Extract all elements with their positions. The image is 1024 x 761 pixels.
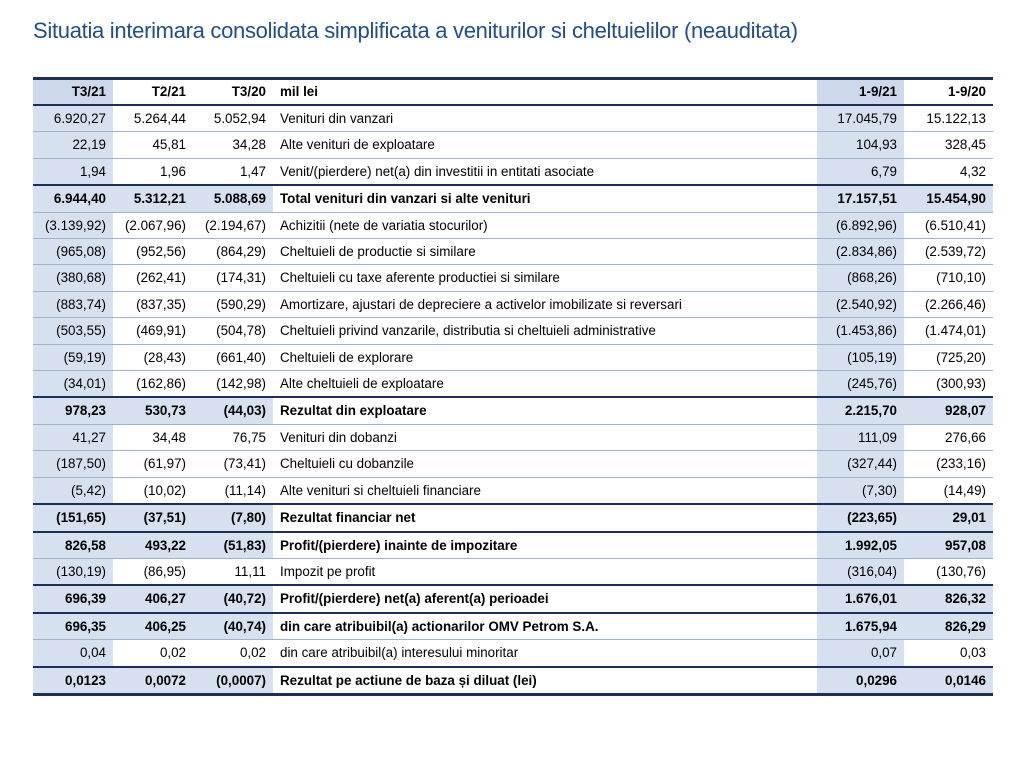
cell-t3-20: 11,11 (193, 558, 273, 585)
cell-t2-21: 530,73 (113, 397, 193, 424)
table-row (33, 558, 993, 585)
table-row (33, 344, 993, 370)
page-title: Situatia interimara consolidata simplificata a veniturilor si cheltuielilor (neauditata) (33, 18, 798, 43)
cell-t3-21: 0,0123 (33, 667, 113, 695)
cell-1-9-21: 6,79 (817, 158, 904, 185)
cell-line-item-label: Cheltuieli cu taxe aferente productiei si similare (273, 265, 817, 291)
cell-1-9-20: 15.122,13 (904, 105, 993, 132)
cell-1-9-21: (327,44) (817, 451, 904, 477)
cell-1-9-20: 957,08 (904, 532, 993, 559)
cell-t3-20: (40,74) (193, 613, 273, 640)
cell-line-item-label: Cheltuieli cu dobanzile (273, 451, 817, 477)
cell-t2-21: 5.312,21 (113, 185, 193, 212)
cell-line-item-label: Profit/(pierdere) inainte de impozitare (273, 532, 817, 559)
cell-t3-21: 6.944,40 (33, 185, 113, 212)
cell-t3-21: (59,19) (33, 344, 113, 370)
cell-t2-21: (28,43) (113, 344, 193, 370)
cell-1-9-21: 2.215,70 (817, 397, 904, 424)
cell-1-9-20: 328,45 (904, 132, 993, 158)
table-row (33, 532, 993, 559)
cell-t3-21: 22,19 (33, 132, 113, 158)
cell-1-9-20: (710,10) (904, 265, 993, 291)
cell-t3-20: 0,02 (193, 640, 273, 667)
table-body (33, 79, 993, 695)
cell-1-9-20: (2.266,46) (904, 291, 993, 317)
table-row (33, 212, 993, 238)
cell-1-9-21: 17.045,79 (817, 105, 904, 132)
header-t3-21: T3/21 (33, 79, 113, 106)
cell-t3-20: 76,75 (193, 424, 273, 450)
cell-t3-20: 5.052,94 (193, 105, 273, 132)
cell-1-9-21: (2.834,86) (817, 239, 904, 265)
cell-t3-20: (44,03) (193, 397, 273, 424)
cell-1-9-21: (6.892,96) (817, 212, 904, 238)
cell-1-9-21: (316,04) (817, 558, 904, 585)
cell-1-9-21: (1.453,86) (817, 318, 904, 344)
cell-1-9-21: (105,19) (817, 344, 904, 370)
cell-t3-21: 0,04 (33, 640, 113, 667)
table-header-row (33, 79, 993, 106)
cell-t3-21: 41,27 (33, 424, 113, 450)
cell-t3-20: (2.194,67) (193, 212, 273, 238)
cell-t3-20: 5.088,69 (193, 185, 273, 212)
table-row (33, 371, 993, 398)
table-row (33, 265, 993, 291)
cell-t3-21: 826,58 (33, 532, 113, 559)
table-row (33, 318, 993, 344)
header-t2-21: T2/21 (113, 79, 193, 106)
cell-1-9-21: 0,07 (817, 640, 904, 667)
cell-t2-21: (262,41) (113, 265, 193, 291)
cell-line-item-label: Total venituri din vanzari si alte venituri (273, 185, 817, 212)
cell-t2-21: (10,02) (113, 477, 193, 504)
cell-t2-21: (61,97) (113, 451, 193, 477)
cell-line-item-label: Alte cheltuieli de exploatare (273, 371, 817, 398)
cell-t3-20: (174,31) (193, 265, 273, 291)
table-row (33, 158, 993, 185)
cell-1-9-21: 104,93 (817, 132, 904, 158)
cell-1-9-20: (1.474,01) (904, 318, 993, 344)
table-row (33, 397, 993, 424)
cell-t3-21: (380,68) (33, 265, 113, 291)
cell-t3-21: (5,42) (33, 477, 113, 504)
cell-1-9-21: 17.157,51 (817, 185, 904, 212)
cell-1-9-20: 15.454,90 (904, 185, 993, 212)
table-row (33, 504, 993, 531)
cell-1-9-21: 1.675,94 (817, 613, 904, 640)
cell-t3-21: 1,94 (33, 158, 113, 185)
cell-1-9-21: (223,65) (817, 504, 904, 531)
cell-t3-20: (504,78) (193, 318, 273, 344)
cell-t2-21: 493,22 (113, 532, 193, 559)
cell-1-9-20: (14,49) (904, 477, 993, 504)
cell-t3-21: (965,08) (33, 239, 113, 265)
cell-t3-20: (40,72) (193, 585, 273, 612)
cell-line-item-label: Venituri din dobanzi (273, 424, 817, 450)
cell-t3-21: (151,65) (33, 504, 113, 531)
cell-t2-21: (952,56) (113, 239, 193, 265)
cell-1-9-20: (130,76) (904, 558, 993, 585)
cell-line-item-label: Rezultat din exploatare (273, 397, 817, 424)
table-row (33, 239, 993, 265)
cell-line-item-label: Amortizare, ajustari de depreciere a activelor imobilizate si reversari (273, 291, 817, 317)
cell-t2-21: 45,81 (113, 132, 193, 158)
table-row (33, 424, 993, 450)
cell-line-item-label: Rezultat pe actiune de baza și diluat (lei) (273, 667, 817, 695)
cell-line-item-label: Alte venituri si cheltuieli financiare (273, 477, 817, 504)
cell-t3-20: (7,80) (193, 504, 273, 531)
cell-line-item-label: Venit/(pierdere) net(a) din investitii in entitati asociate (273, 158, 817, 185)
cell-1-9-21: (7,30) (817, 477, 904, 504)
cell-1-9-20: (2.539,72) (904, 239, 993, 265)
cell-t2-21: (37,51) (113, 504, 193, 531)
cell-t3-20: (661,40) (193, 344, 273, 370)
header-1-9-20: 1-9/20 (904, 79, 993, 106)
cell-line-item-label: Venituri din vanzari (273, 105, 817, 132)
cell-1-9-21: 1.992,05 (817, 532, 904, 559)
cell-t3-21: (883,74) (33, 291, 113, 317)
cell-1-9-20: 0,0146 (904, 667, 993, 695)
cell-t2-21: 0,0072 (113, 667, 193, 695)
table-row (33, 477, 993, 504)
table-row (33, 585, 993, 612)
cell-1-9-21: (868,26) (817, 265, 904, 291)
table-row (33, 613, 993, 640)
cell-t3-20: (142,98) (193, 371, 273, 398)
cell-line-item-label: Rezultat financiar net (273, 504, 817, 531)
cell-t2-21: (162,86) (113, 371, 193, 398)
cell-t3-21: (130,19) (33, 558, 113, 585)
cell-t3-21: (3.139,92) (33, 212, 113, 238)
table-row (33, 185, 993, 212)
cell-1-9-20: 4,32 (904, 158, 993, 185)
cell-1-9-20: 826,29 (904, 613, 993, 640)
cell-t2-21: (837,35) (113, 291, 193, 317)
cell-1-9-20: (300,93) (904, 371, 993, 398)
cell-t3-20: (51,83) (193, 532, 273, 559)
cell-t2-21: 1,96 (113, 158, 193, 185)
table-row (33, 667, 993, 695)
cell-1-9-20: 826,32 (904, 585, 993, 612)
cell-line-item-label: Cheltuieli privind vanzarile, distributia si cheltuieli administrative (273, 318, 817, 344)
cell-1-9-21: 0,0296 (817, 667, 904, 695)
cell-line-item-label: Profit/(pierdere) net(a) aferent(a) perioadei (273, 585, 817, 612)
cell-line-item-label: din care atribuibil(a) actionarilor OMV Petrom S.A. (273, 613, 817, 640)
cell-t2-21: (2.067,96) (113, 212, 193, 238)
table-row (33, 132, 993, 158)
header-1-9-21: 1-9/21 (817, 79, 904, 106)
cell-t3-21: (34,01) (33, 371, 113, 398)
cell-1-9-20: (6.510,41) (904, 212, 993, 238)
income-statement-table (33, 77, 993, 696)
cell-t3-20: (864,29) (193, 239, 273, 265)
header-t3-20: T3/20 (193, 79, 273, 106)
cell-line-item-label: Cheltuieli de productie si similare (273, 239, 817, 265)
header-unit-label: mil lei (273, 79, 817, 106)
cell-t2-21: 5.264,44 (113, 105, 193, 132)
cell-1-9-21: 111,09 (817, 424, 904, 450)
cell-t3-20: (73,41) (193, 451, 273, 477)
cell-t3-21: 696,35 (33, 613, 113, 640)
table-row (33, 451, 993, 477)
cell-line-item-label: din care atribuibil(a) interesului minoritar (273, 640, 817, 667)
table-row (33, 640, 993, 667)
cell-t2-21: (469,91) (113, 318, 193, 344)
cell-1-9-20: (725,20) (904, 344, 993, 370)
cell-1-9-21: (2.540,92) (817, 291, 904, 317)
cell-t3-21: 696,39 (33, 585, 113, 612)
cell-line-item-label: Alte venituri de exploatare (273, 132, 817, 158)
cell-t3-21: 6.920,27 (33, 105, 113, 132)
cell-t3-20: 34,28 (193, 132, 273, 158)
cell-t3-20: 1,47 (193, 158, 273, 185)
cell-t3-21: (187,50) (33, 451, 113, 477)
cell-1-9-20: 0,03 (904, 640, 993, 667)
cell-t3-21: 978,23 (33, 397, 113, 424)
cell-1-9-21: (245,76) (817, 371, 904, 398)
cell-t3-20: (0,0007) (193, 667, 273, 695)
cell-1-9-20: (233,16) (904, 451, 993, 477)
cell-t2-21: 406,25 (113, 613, 193, 640)
cell-t3-21: (503,55) (33, 318, 113, 344)
cell-line-item-label: Cheltuieli de explorare (273, 344, 817, 370)
table-row (33, 291, 993, 317)
cell-1-9-21: 1.676,01 (817, 585, 904, 612)
cell-1-9-20: 276,66 (904, 424, 993, 450)
cell-t2-21: 406,27 (113, 585, 193, 612)
cell-t2-21: 34,48 (113, 424, 193, 450)
cell-1-9-20: 29,01 (904, 504, 993, 531)
cell-1-9-20: 928,07 (904, 397, 993, 424)
cell-line-item-label: Achizitii (nete de variatia stocurilor) (273, 212, 817, 238)
table-row (33, 105, 993, 132)
cell-t2-21: (86,95) (113, 558, 193, 585)
cell-t3-20: (590,29) (193, 291, 273, 317)
cell-t2-21: 0,02 (113, 640, 193, 667)
cell-line-item-label: Impozit pe profit (273, 558, 817, 585)
cell-t3-20: (11,14) (193, 477, 273, 504)
